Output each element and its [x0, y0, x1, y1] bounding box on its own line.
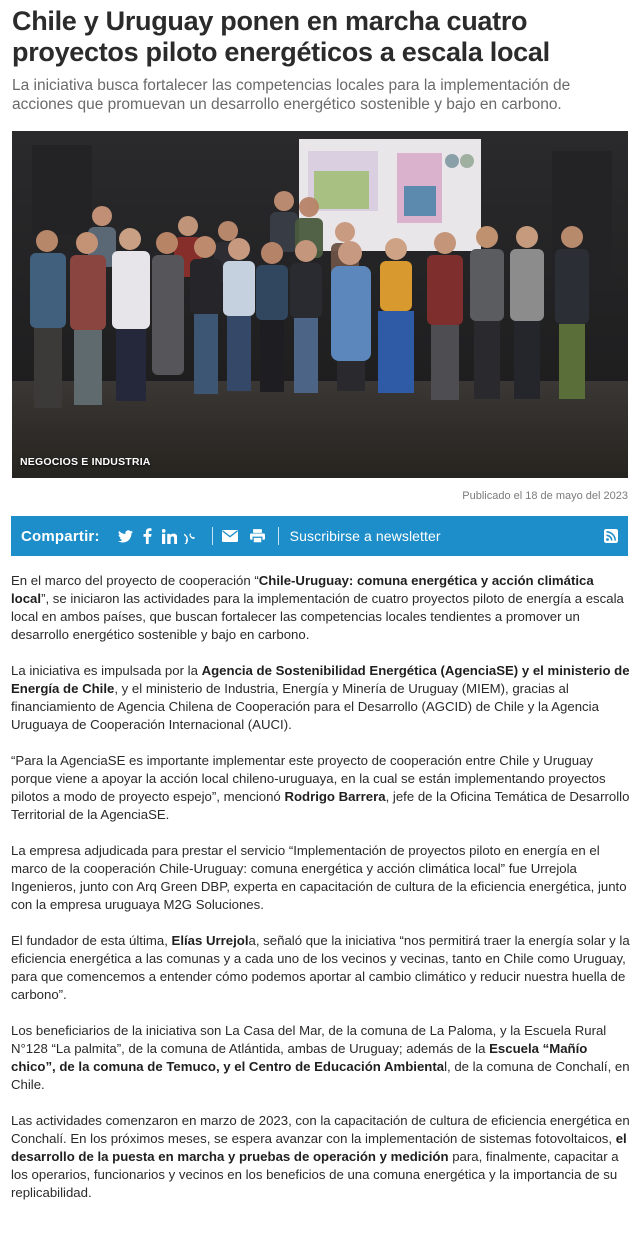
whatsapp-icon[interactable]: [184, 528, 200, 544]
paragraph: La iniciativa es impulsada por la Agencia de Sostenibilidad Energética (AgenciaSE) y el ministerio de Energía de Chile, y el ministerio de Industria, Energía y Minería de Uruguay (MIEM), gracias al financiamiento de Agencia Chilena de Cooperación para el Desarrollo (AGCID) de Chile y la Agencia Uruguaya de Cooperación Internacional (AUCI).: [11, 663, 630, 732]
paragraph: “Para la AgenciaSE es importante implementar este proyecto de cooperación entre Chile y Uruguay porque viene a apoyar la acción local chileno-uruguaya, en la cual se están implementando proyectos pilotos a modo de proyecto espejo”, mencionó Rodrigo Barrera, jefe de la Oficina Temática de Desarrollo Territorial de la AgenciaSE.: [11, 753, 630, 822]
article-body: [11, 572, 631, 1220]
rss-icon[interactable]: [604, 529, 618, 543]
share-bar: [11, 516, 628, 556]
share-separator: [212, 527, 213, 545]
twitter-icon[interactable]: [118, 528, 134, 544]
facebook-icon[interactable]: [140, 528, 156, 544]
share-label: Compartir:: [21, 527, 100, 545]
publication-date: Publicado el 18 de mayo del 2023: [462, 490, 628, 502]
paragraph: La empresa adjudicada para prestar el servicio “Implementación de proyectos piloto en energía en el marco de la cooperación Chile-Uruguay: comuna energética y acción climática local” fue Urrejola Ingenieros, junto con Arq Green DBP, experta en capacitación de cultura de la eficiencia energética, junto con la empresa uruguaya M2G Soluciones.: [11, 843, 627, 912]
hero-photo[interactable]: [12, 131, 628, 478]
share-separator: [278, 527, 279, 545]
paragraph: Los beneficiarios de la iniciativa son La Casa del Mar, de la comuna de La Paloma, y la Escuela Rural N°128 “La palmita”, de la comuna de Atlántida, ambas de Uruguay; además de la Escuela “Mañío chico”, de la comuna de Temuco, y el Centro de Educación Ambiental, de la comuna de Conchalí, en Chile.: [11, 1023, 630, 1092]
email-icon[interactable]: [222, 528, 238, 544]
paragraph: En el marco del proyecto de cooperación “Chile-Uruguay: comuna energética y acción climática local”, se iniciaron las actividades para la implementación de cuatro proyectos piloto de energía a escala local en ambos países, que buscan fortalecer las competencias locales tendientes a promover un desarrollo energético sostenible y bajo en carbono.: [11, 573, 624, 642]
linkedin-icon[interactable]: [162, 528, 178, 544]
category-badge[interactable]: NEGOCIOS E INDUSTRIA: [20, 456, 151, 468]
paragraph: Las actividades comenzaron en marzo de 2023, con la capacitación de cultura de eficiencia energética en Conchalí. En los próximos meses, se espera avanzar con la implementación de sistemas fotovoltaicos, el desarrollo de la puesta en marcha y pruebas de operación y medición para, finalmente, capacitar a los operarios, funcionarios y vecinos en los beneficios de una comuna energética y la importancia de su replicabilidad.: [11, 1113, 630, 1200]
newsletter-link[interactable]: Suscribirse a newsletter: [289, 528, 441, 544]
article-title: Chile y Uruguay ponen en marcha cuatro proyectos piloto energéticos a escala local: [12, 6, 550, 67]
print-icon[interactable]: [250, 528, 266, 544]
group-photo-illustration: [12, 131, 628, 478]
paragraph: El fundador de esta última, Elías Urrejola, señaló que la iniciativa “nos permitirá traer la energía solar y la eficiencia energética a las comunas y a cada uno de los vecinos y vecinas, tanto en Chile como Uruguay, para que comencemos a entender cómo podemos aportar al cambio climático y reducir nuestra huella de carbono”.: [11, 933, 630, 1002]
article-subtitle: La iniciativa busca fortalecer las competencias locales para la implementación de acciones que promuevan un desarrollo energético sostenible y bajo en carbono.: [12, 77, 571, 113]
